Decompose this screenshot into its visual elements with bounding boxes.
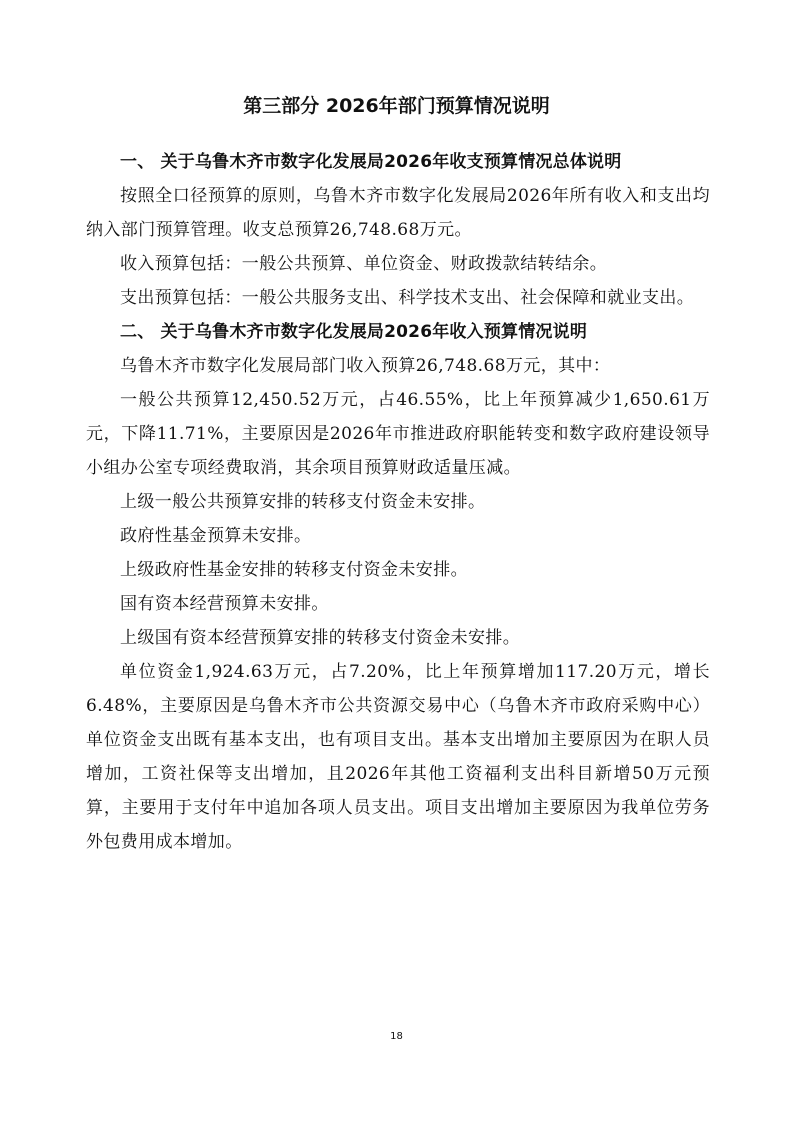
page-number: 18 bbox=[390, 1031, 403, 1042]
paragraph: 政府性基金预算未安排。 bbox=[120, 526, 312, 546]
section-heading: 一、 关于乌鲁木齐市数字化发展局2026年收支预算情况总体说明 bbox=[120, 152, 622, 172]
section-1 bbox=[86, 145, 710, 315]
page-title: 第三部分 2026年部门预算情况说明 bbox=[243, 95, 550, 117]
paragraph: 上级一般公共预算安排的转移支付资金未安排。 bbox=[120, 492, 486, 512]
paragraph: 单位资金1,924.63万元，占7.20%，比上年预算增加117.20万元，增长6.48%，主要原因是乌鲁木齐市公共资源交易中心（乌鲁木齐市政府采购中心）单位资金支出既有基本支出，也有项目支出。基本支出增加主要原因为在职人员增加，工资社保等支出增加，且2026年其他工资福利支出科目新增50万元预算，主要用于支付年中追加各项人员支出。项目支出增加主要原因为我单位劳务外包费用成本增加。 bbox=[86, 662, 710, 852]
paragraph: 上级政府性基金安排的转移支付资金未安排。 bbox=[120, 560, 468, 580]
section-2 bbox=[86, 315, 710, 859]
paragraph: 国有资本经营预算未安排。 bbox=[120, 594, 329, 614]
document-body bbox=[86, 145, 710, 859]
paragraph: 上级国有资本经营预算安排的转移支付资金未安排。 bbox=[120, 628, 521, 648]
section-heading: 二、 关于乌鲁木齐市数字化发展局2026年收入预算情况说明 bbox=[120, 322, 588, 342]
paragraph: 支出预算包括：一般公共服务支出、科学技术支出、社会保障和就业支出。 bbox=[120, 288, 695, 308]
paragraph: 按照全口径预算的原则，乌鲁木齐市数字化发展局2026年所有收入和支出均纳入部门预算管理。收支总预算26,748.68万元。 bbox=[86, 186, 710, 240]
paragraph: 乌鲁木齐市数字化发展局部门收入预算26,748.68万元，其中： bbox=[120, 356, 611, 376]
paragraph: 一般公共预算12,450.52万元，占46.55%，比上年预算减少1,650.61万元，下降11.71%，主要原因是2026年市推进政府职能转变和数字政府建设领导小组办公室专项经费取消，其余项目预算财政适量压减。 bbox=[86, 390, 710, 478]
paragraph: 收入预算包括：一般公共预算、单位资金、财政拨款结转结余。 bbox=[120, 254, 608, 274]
